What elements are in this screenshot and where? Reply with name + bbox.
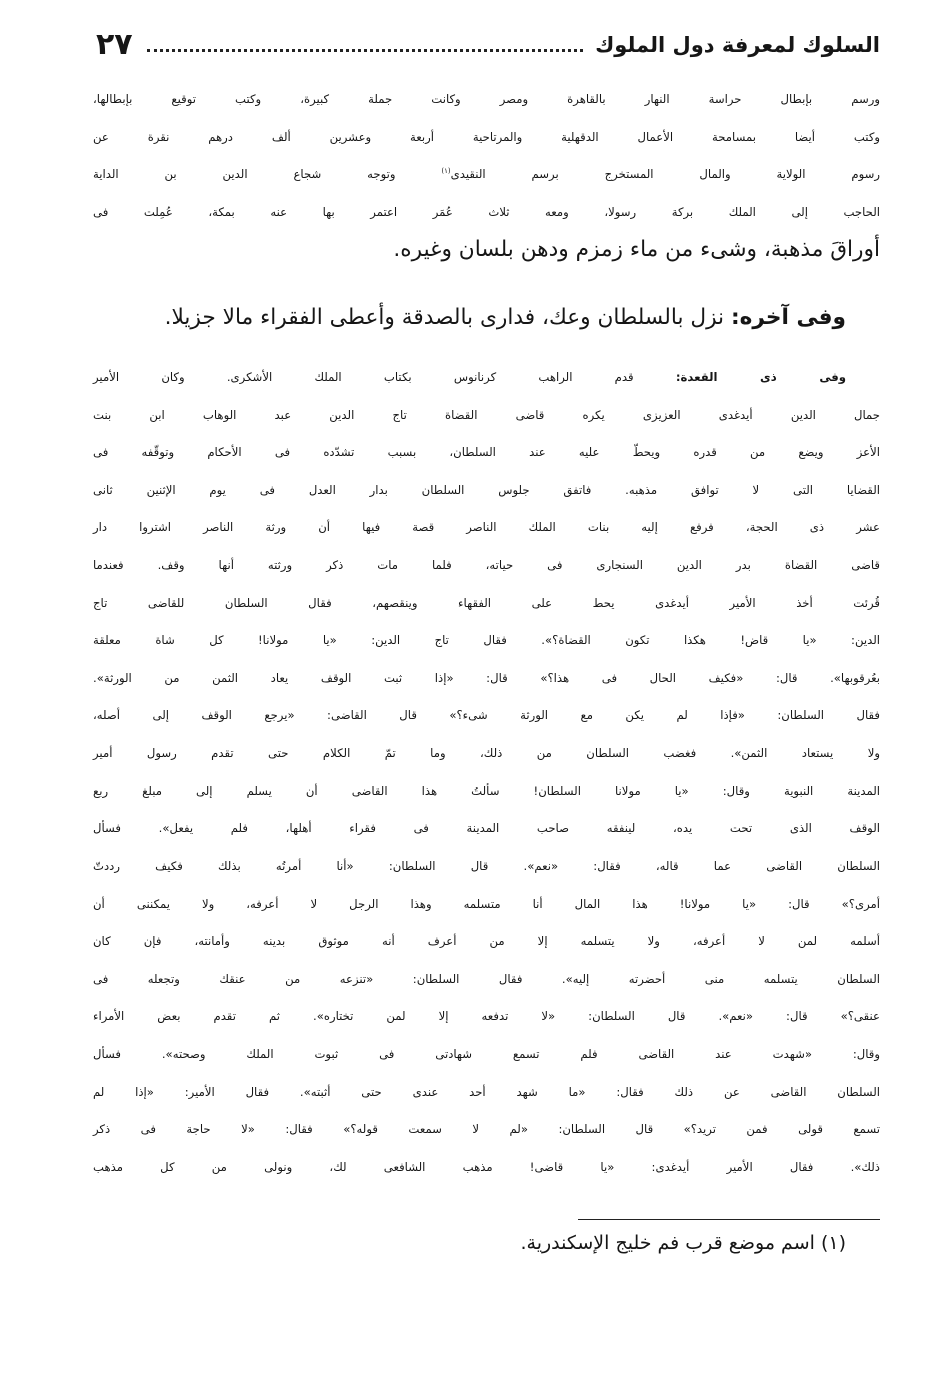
line-text: الوقف الذى تحت يده، لينفقه صاحب المدينة فى فقراء أهلها، فلم يفعل». فسأل xyxy=(93,821,880,836)
text-line xyxy=(93,1036,880,1074)
text-line xyxy=(93,1111,880,1149)
section-lead: وفى آخره: xyxy=(730,305,846,330)
line-text: قُرئت أخذ الأمير أيدغدى يحط على الفقهاء وينقصهم، فقال السلطان للقاضى تاج xyxy=(93,595,880,610)
line-text: الدين: «يا قاض! هكذا تكون القضاة؟». فقال تاج الدين: «يا مولانا! كل شاة معلقة xyxy=(93,633,880,648)
line-text: جمال الدين أيدغدى العزيزى يكره قاضى القضاة تاج الدين عبد الوهاب ابن بنت xyxy=(93,407,880,422)
text-line xyxy=(93,231,880,269)
text-line xyxy=(93,660,880,698)
text-line xyxy=(93,472,880,510)
line-text: قاضى القضاة بدر الدين السنجارى فى حياته، فلما مات ذكر ورثته أنها وقف. فعندما xyxy=(93,558,880,573)
text-line xyxy=(93,156,880,194)
line-text: ولا يستعاد الثمن». فغضب السلطان من ذلك، وما تمّ الكلام حتى تقدم رسول أمير xyxy=(93,746,880,761)
line-text xyxy=(93,167,880,181)
footnote: (١) اسم موضع قرب فم خليج الإسكندرية. xyxy=(520,1232,846,1254)
line-text xyxy=(165,305,846,330)
text-line xyxy=(93,547,880,585)
line-text: السلطان القاضى عما قاله، فقال: «نعم». قال السلطان: «أنا أمرتُه بذلك فكيف رددتّ xyxy=(93,858,880,873)
line-text xyxy=(93,370,846,384)
line-text: ذلك». فقال الأمير أيدغدى: «يا قاضى! مذهب الشافعى لك، ونولى من كل مذهب xyxy=(93,1159,880,1174)
line-text: السلطان القاضى عن ذلك فقال: «ما شهد أحد عندى حتى أثبته». فقال الأمير: «إذا لم xyxy=(93,1084,880,1099)
line-text-part: نزل بالسلطان وعك، فدارى بالصدقة وأعطى الفقراء مالا جزيلا. xyxy=(164,305,731,330)
line-text: السلطان يتسلمه منى أحضرته إليه». فقال السلطان: «تنزعه من عنقك وتجعله فى xyxy=(93,971,880,986)
section-lead: وفى ذى القعدة: xyxy=(675,370,846,384)
text-line xyxy=(93,961,880,999)
line-text: فقال السلطان: «فإذا لم يكن مع الورثة شىء؟» قال القاضى: «يرجع الوقف إلى أصله، xyxy=(93,708,880,723)
text-line xyxy=(93,886,880,924)
line-text: وقال: «شهدت عند القاضى فلم تسمع شهادتى فى ثبوت الملك وصحته». فسأل xyxy=(93,1046,880,1061)
dotted-leader xyxy=(147,49,583,52)
line-text: أوراقَ مذهبة، وشىء من ماء زمزم ودهن بلسان وغيره. xyxy=(393,237,880,263)
footnote-reference: (١) xyxy=(441,167,451,176)
text-line xyxy=(93,81,880,119)
paragraph-2 xyxy=(93,299,880,337)
text-line xyxy=(93,923,880,961)
text-line xyxy=(93,119,880,157)
line-text: عشر ذى الحجة، فرفع إليه بنات الملك الناصر قصة فيها أن ورثة الناصر اشتروا دار xyxy=(93,520,880,535)
text-line xyxy=(93,509,880,547)
line-text: الأعز ويضع من قدره ويحطّ عليه عند السلطان، بسبب تشدّده فى الأحكام وتوقّفه فى xyxy=(93,445,880,460)
line-text: أمرى؟» قال: «يا مولانا! هذا المال أنا متسلمه وهذا الرجل لا أعرفه، ولا يمكننى أن xyxy=(93,896,880,911)
text-line xyxy=(93,735,880,773)
page-number: ٢٧ xyxy=(96,27,133,62)
text-line xyxy=(93,299,880,337)
line-text: عنقى؟» قال: «نعم». قال السلطان: «لا تدفعه إلا لمن تختاره». ثم تقدم بعض الأمراء xyxy=(93,1009,880,1024)
paragraph-3 xyxy=(93,359,880,1186)
text-line xyxy=(93,1149,880,1187)
text-line xyxy=(93,773,880,811)
text-line xyxy=(93,848,880,886)
text-line xyxy=(93,1074,880,1112)
line-text: ورسم بإبطال حراسة النهار بالقاهرة ومصر وكانت جملة كبيرة، وكتب توقيع بإبطالها، xyxy=(93,92,880,106)
text-line xyxy=(93,622,880,660)
line-text: وكتب أيضا بمسامحة الأعمال الدقهلية والمرتاحية أربعة وعشرين ألف درهم نقرة عن xyxy=(93,129,880,144)
running-header xyxy=(96,27,880,63)
line-text: تسمع قولى فمن تريد؟» قال السلطان: «لم لا سمعت قوله؟» فقال: «لا حاجة فى ذكر xyxy=(93,1122,880,1137)
text-line xyxy=(93,359,880,397)
paragraph-1 xyxy=(93,81,880,269)
line-text: الحاجب إلى الملك بركة رسولا، ومعه ثلاث عُمَر اعتمر بها عنه بمكة، عُمِلت فى xyxy=(93,204,880,219)
line-text-part: رسوم الولاية والمال المستخرج برسم النقيدى xyxy=(450,167,880,182)
line-text-part: قدم الراهب كرنانوس بكتاب الملك الأشكرى. وكان الأمير xyxy=(93,370,676,384)
footnote-rule xyxy=(578,1219,880,1220)
line-text: القضايا التى لا توافق مذهبه. فاتفق جلوس السلطان بدار العدل فى يوم الإثنين ثانى xyxy=(93,482,880,497)
line-text: المدينة النبوية وقال: «يا مولانا السلطان! سألتُ هذا القاضى أن يسلم إلى مبلغ ربع xyxy=(93,783,880,798)
text-line xyxy=(93,697,880,735)
text-line xyxy=(93,434,880,472)
book-title: السلوك لمعرفة دول الملوك xyxy=(595,33,880,57)
line-text: أسلمه لمن لا أعرفه، ولا يتسلمه إلا من أعرف أنه موثوق بدينه وأمانته، فإن كان xyxy=(93,934,880,949)
text-line xyxy=(93,194,880,232)
line-text-part: وتوجه شجاع الدين بن الداية xyxy=(93,167,442,182)
line-text: بعُرقوبها». قال: «فكيف الحال فى هذا؟» قال: «إذا ثبت الوقف يعاد الثمن من الورثة». xyxy=(93,670,880,685)
text-line xyxy=(93,810,880,848)
text-line xyxy=(93,397,880,435)
text-line xyxy=(93,585,880,623)
text-line xyxy=(93,998,880,1036)
